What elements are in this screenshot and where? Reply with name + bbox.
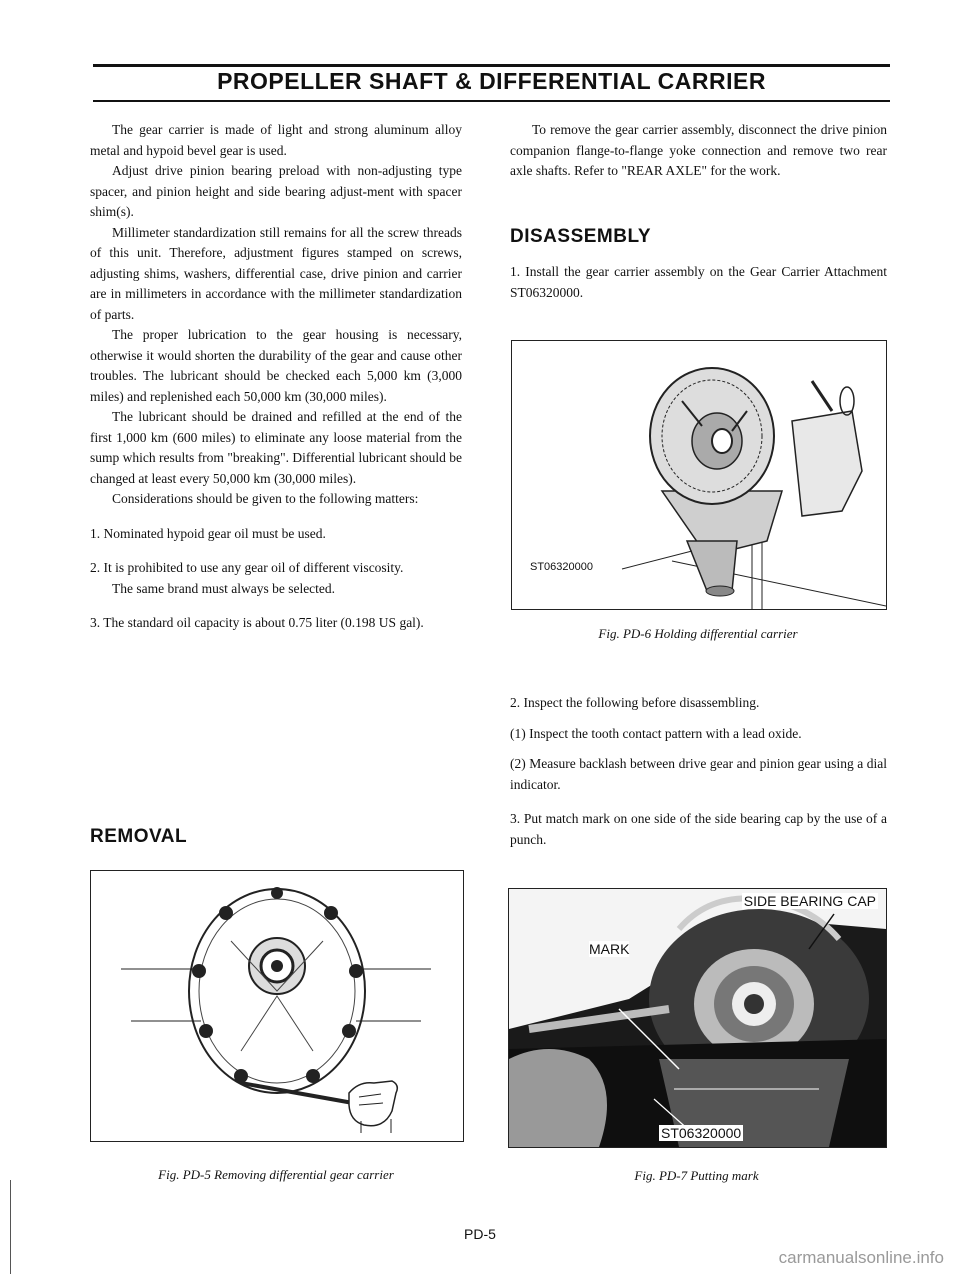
- differential-removal-illustration: [91, 871, 463, 1141]
- figure-pd6-label: ST06320000: [530, 561, 593, 573]
- list-item: 2. It is prohibited to use any gear oil of different viscosity.: [90, 560, 404, 575]
- page-number: PD-5: [464, 1226, 496, 1242]
- header-rule-top: [93, 64, 890, 67]
- right-column-intro: [510, 120, 887, 182]
- figure-pd7-caption: Fig. PD-7 Putting mark: [634, 1168, 759, 1183]
- list-item: 1. Nominated hypoid gear oil must be used.: [90, 525, 326, 541]
- figure-pd5: [90, 870, 464, 1142]
- page-title: PROPELLER SHAFT & DIFFERENTIAL CARRIER: [217, 68, 766, 94]
- step-text: (1) Inspect the tooth contact pattern with a lead oxide.: [510, 725, 802, 741]
- list-item: 3. The standard oil capacity is about 0.75 liter (0.198 US gal).: [90, 615, 424, 630]
- figure-pd7-label-tool: ST06320000: [661, 1125, 742, 1141]
- paragraph: The proper lubrication to the gear housing is necessary, otherwise it would shorten the durability of the gear and cause other troubles. The lubricant should be checked each 5,000 km (3,000 miles) and replenished each 50,000 km (30,000 miles).: [90, 327, 462, 404]
- header-rule-bottom: [93, 100, 890, 102]
- step-1: [510, 262, 887, 303]
- figure-pd7-label-mark: MARK: [589, 941, 630, 957]
- figure-pd5-caption: Fig. PD-5 Removing differential gear carrier: [158, 1167, 394, 1182]
- left-column-text: [90, 120, 462, 634]
- figure-pd6-caption: Fig. PD-6 Holding differential carrier: [598, 626, 798, 641]
- paragraph: To remove the gear carrier assembly, disconnect the drive pinion companion flange-to-flange yoke connection and remove two rear axle shafts. Refer to "REAR AXLE" for the work.: [510, 122, 887, 178]
- step-text: 3. Put match mark on one side of the side bearing cap by the use of a punch.: [510, 811, 887, 847]
- removal-heading: REMOVAL: [90, 826, 188, 847]
- paragraph: Considerations should be given to the following matters:: [112, 491, 419, 506]
- paragraph: Adjust drive pinion bearing preload with non-adjusting type spacer, and pinion height and side bearing adjust-ment with spacer shim(s).: [90, 163, 462, 219]
- step-text: 1. Install the gear carrier assembly on the Gear Carrier Attachment ST06320000.: [510, 264, 887, 300]
- watermark: carmanualsonline.info: [778, 1248, 944, 1267]
- paragraph: The gear carrier is made of light and strong aluminum alloy metal and hypoid bevel gear is used.: [90, 122, 462, 158]
- putting-mark-photo: [509, 889, 886, 1147]
- figure-pd7-label-cap: SIDE BEARING CAP: [743, 893, 876, 909]
- figure-pd6: [511, 340, 887, 610]
- list-item-continuation: The same brand must always be selected.: [112, 580, 336, 596]
- paragraph: The lubricant should be drained and refilled at the end of the first 1,000 km (600 miles) to eliminate any loose material from the sump which results from "breaking". Differential lubricant should be changed at least every 50,000 km (30,000 miles).: [90, 409, 462, 486]
- step-text: (2) Measure backlash between drive gear and pinion gear using a dial indicator.: [510, 756, 887, 792]
- paragraph: Millimeter standardization still remains for all the screw threads of this unit. Therefore, adjustment figures stamped on screws, adjusting shims, washers, differential case, drive pinion and carrier are in millimeters in accordance with the millimeter standardization of parts.: [90, 224, 462, 322]
- figure-pd7: [508, 888, 887, 1148]
- right-column-steps: [510, 693, 887, 850]
- disassembly-heading: DISASSEMBLY: [510, 226, 651, 247]
- step-text: 2. Inspect the following before disassembling.: [510, 695, 760, 710]
